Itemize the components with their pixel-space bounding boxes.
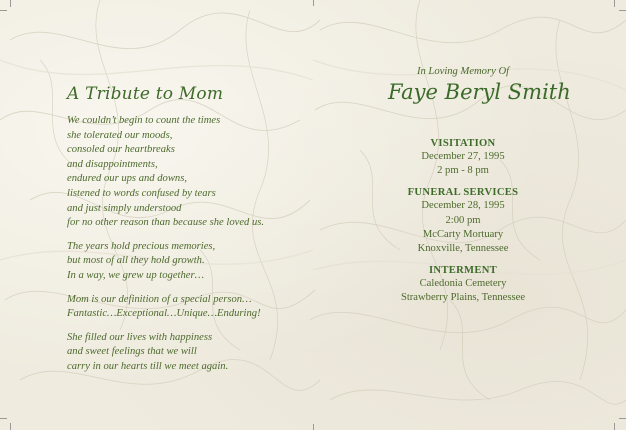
tribute-poem bbox=[67, 114, 317, 375]
crop-mark bbox=[0, 10, 7, 11]
funeral-heading: FUNERAL SERVICES bbox=[407, 187, 519, 199]
interment-location: Strawberry Plains, Tennessee bbox=[400, 292, 526, 304]
poem-line: and just simply understood bbox=[67, 202, 182, 214]
interment-section bbox=[378, 265, 548, 305]
visitation-heading: VISITATION bbox=[430, 138, 496, 149]
crop-mark bbox=[10, 423, 11, 430]
interment-cemetery: Caledonia Cemetery bbox=[419, 278, 507, 290]
deceased-name: Faye Beryl Smith bbox=[388, 80, 571, 104]
funeral-city: Knoxville, Tennessee bbox=[417, 243, 509, 255]
memorial-header bbox=[388, 66, 571, 104]
interment-heading: INTERMENT bbox=[428, 265, 498, 277]
fold-mark bbox=[313, 0, 314, 6]
poem-stanza bbox=[67, 293, 317, 322]
poem-line: In a way, we grew up together… bbox=[67, 269, 205, 281]
poem-line: and sweet feelings that we will bbox=[67, 346, 197, 358]
poem-line: but most of all they hold growth. bbox=[67, 255, 205, 267]
funeral-date: December 28, 1995 bbox=[421, 200, 505, 212]
tribute-title: A Tribute to Mom bbox=[67, 84, 224, 104]
poem-stanza bbox=[67, 114, 317, 231]
poem-line: Fantastic…Exceptional…Unique…Enduring! bbox=[67, 308, 261, 320]
visitation-section bbox=[378, 138, 548, 178]
poem-stanza bbox=[67, 331, 317, 375]
poem-line: and disappointments, bbox=[67, 158, 158, 170]
poem-line: she tolerated our moods, bbox=[67, 129, 173, 141]
visitation-date: December 27, 1995 bbox=[421, 151, 505, 162]
crop-mark bbox=[0, 418, 7, 419]
funeral-venue: McCarty Mortuary bbox=[422, 228, 504, 240]
poem-line: The years hold precious memories, bbox=[67, 240, 216, 252]
poem-line: listened to words confused by tears bbox=[67, 187, 216, 199]
poem-line: endured our ups and downs, bbox=[67, 173, 187, 185]
tribute-panel bbox=[67, 84, 317, 384]
poem-line: She filled our lives with happiness bbox=[67, 331, 213, 343]
crop-mark bbox=[10, 0, 11, 7]
crop-mark bbox=[614, 423, 615, 430]
memory-label: In Loving Memory Of bbox=[416, 66, 510, 77]
visitation-time: 2 pm - 8 pm bbox=[437, 165, 489, 177]
crop-mark bbox=[619, 418, 626, 419]
crop-mark bbox=[619, 10, 626, 11]
poem-line: for no other reason than because she loved us. bbox=[67, 217, 265, 229]
funeral-time: 2:00 pm bbox=[445, 214, 481, 226]
poem-line: carry in our hearts till we meet again. bbox=[67, 360, 229, 372]
crop-mark bbox=[614, 0, 615, 7]
fold-mark bbox=[313, 424, 314, 430]
poem-stanza bbox=[67, 240, 317, 284]
poem-line: consoled our heartbreaks bbox=[67, 144, 175, 156]
funeral-section bbox=[378, 187, 548, 256]
poem-line: We couldn’t begin to count the times bbox=[67, 115, 221, 126]
poem-line: Mom is our definition of a special person… bbox=[67, 293, 252, 305]
service-details bbox=[378, 138, 548, 315]
